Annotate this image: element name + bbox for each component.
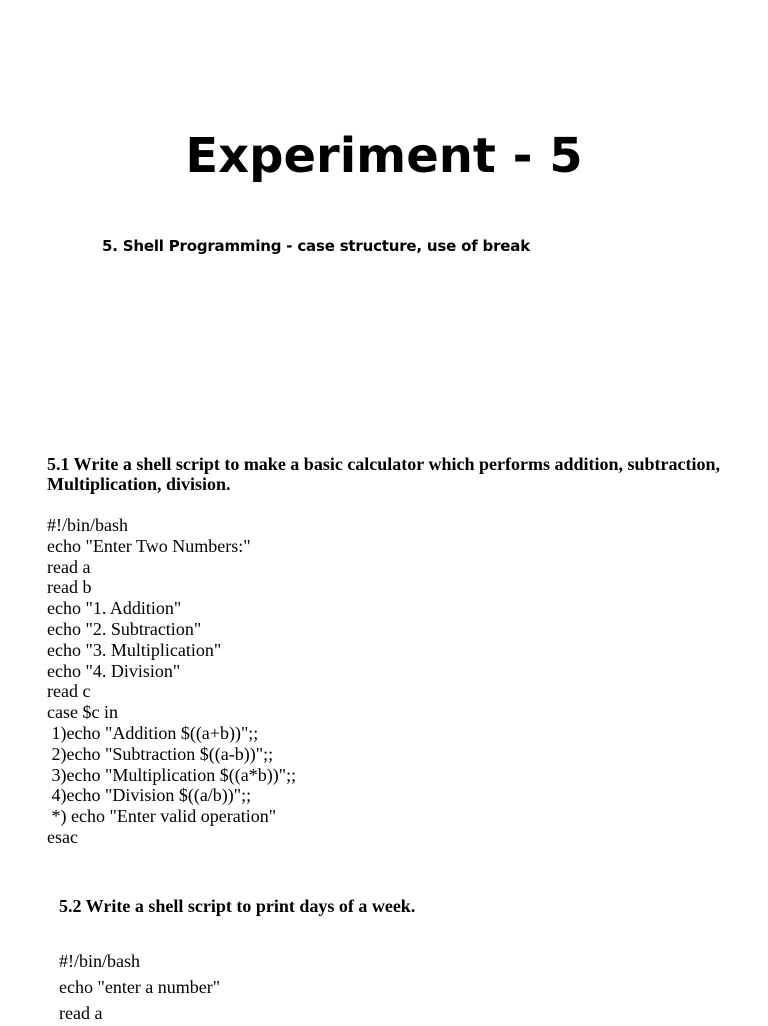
- code-line: 2)echo "Subtraction $((a-b))";;: [47, 743, 274, 764]
- code-line: read c: [47, 681, 91, 702]
- code-block-5-1: [47, 515, 296, 848]
- code-line: 1)echo "Addition $((a+b))";;: [47, 722, 259, 743]
- code-line: echo "1. Addition": [47, 598, 182, 619]
- code-line: echo "Enter Two Numbers:": [47, 535, 251, 556]
- code-line: *) echo "Enter valid operation": [47, 806, 277, 827]
- code-line: echo "enter a number": [59, 977, 221, 997]
- code-line: echo "4. Division": [47, 660, 181, 681]
- code-line: 4)echo "Division $((a/b))";;: [47, 785, 252, 806]
- code-line: case $c in: [47, 702, 118, 723]
- experiment-subtitle: 5. Shell Programming - case structure, use of break: [102, 237, 530, 255]
- page-title: Experiment - 5: [185, 128, 583, 184]
- code-line: esac: [47, 826, 78, 847]
- code-line: read b: [47, 577, 92, 598]
- question-5-1: 5.1 Write a shell script to make a basic calculator which performs addition, subtraction, Multiplication, division.: [47, 454, 720, 494]
- code-line: read a: [47, 556, 91, 577]
- code-line: #!/bin/bash: [47, 515, 128, 535]
- code-line: 3)echo "Multiplication $((a*b))";;: [47, 764, 297, 785]
- code-block-5-2: [59, 948, 220, 1026]
- code-line: #!/bin/bash: [59, 951, 140, 971]
- code-line: echo "2. Subtraction": [47, 618, 202, 639]
- code-line: read a: [59, 1003, 103, 1023]
- question-5-2: 5.2 Write a shell script to print days of a week.: [59, 896, 416, 916]
- code-line: echo "3. Multiplication": [47, 639, 222, 660]
